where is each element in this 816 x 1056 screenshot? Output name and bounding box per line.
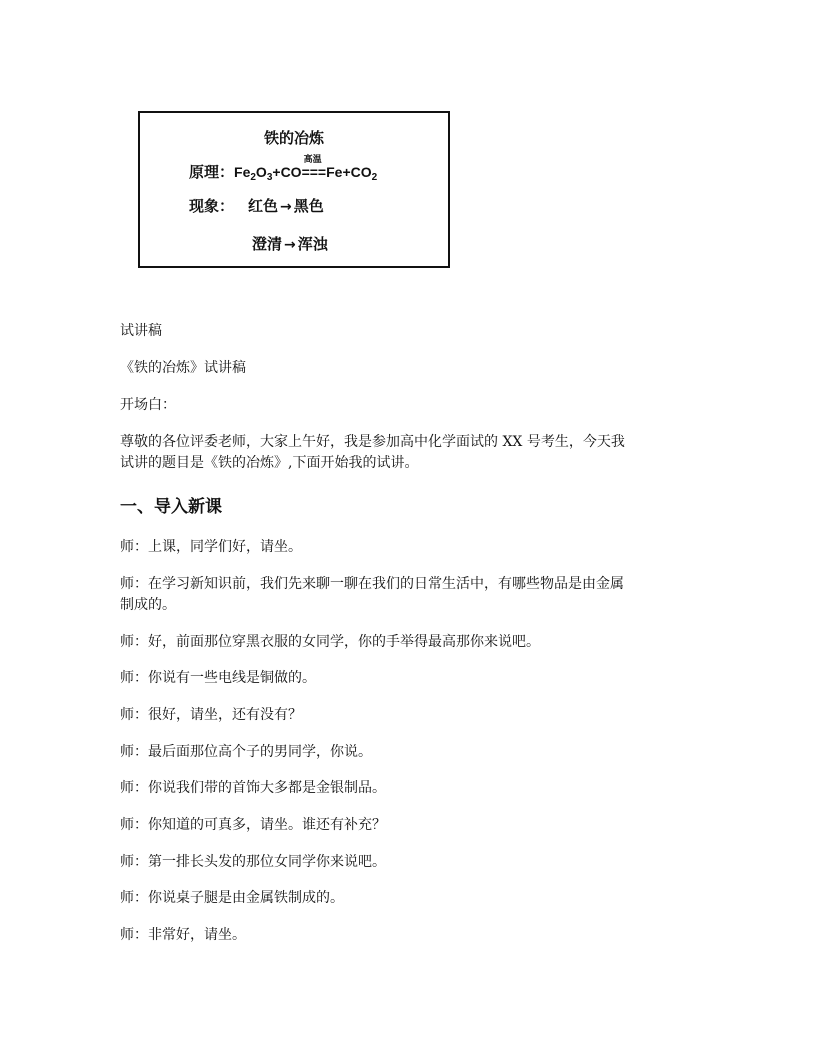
chemical-equation bbox=[234, 154, 378, 183]
phenomenon-row-1 bbox=[189, 195, 324, 216]
dialogue-line: 师：很好，请坐，还有没有？ bbox=[120, 707, 302, 723]
dialogue-line: 师：你说有一些电线是铜做的。 bbox=[120, 670, 316, 686]
doc-title: 《铁的冶炼》试讲稿 bbox=[120, 360, 246, 376]
dialogue-line: 师：最后面那位高个子的男同学，你说。 bbox=[120, 744, 372, 760]
eq-equals: === bbox=[301, 164, 327, 180]
section-heading: 一、导入新课 bbox=[120, 497, 222, 517]
dialogue-line: 师：好，前面那位穿黑衣服的女同学，你的手举得最高那你来说吧。 bbox=[120, 634, 540, 650]
eq-fe: Fe bbox=[234, 164, 251, 180]
principle-row bbox=[189, 154, 378, 183]
dialogue-line: 师：上课，同学们好，请坐。 bbox=[120, 539, 302, 555]
eq-condition bbox=[301, 154, 327, 180]
doc-label: 试讲稿 bbox=[120, 323, 162, 339]
eq-fe-product: Fe bbox=[326, 164, 343, 180]
opening-paragraph bbox=[120, 432, 700, 474]
dialogue-line: 师：第一排长头发的那位女同学你来说吧。 bbox=[120, 854, 386, 870]
phenomenon-row-2 bbox=[252, 233, 328, 254]
dialogue-line: 师：你说桌子腿是由金属铁制成的。 bbox=[120, 890, 344, 906]
phenomenon-to: 浑浊 bbox=[297, 235, 328, 253]
eq-o: O bbox=[255, 164, 267, 180]
board-title: 铁的冶炼 bbox=[263, 129, 324, 147]
opening-line-1: 尊敬的各位评委老师，大家上午好，我是参加高中化学面试的 XX 号考生，今天我 bbox=[120, 434, 625, 450]
phenomenon-from: 红色 bbox=[248, 197, 279, 215]
dialogue-line: 师：在学习新知识前，我们先来聊一聊在我们的日常生活中，有哪些物品是由金属 制成的。 bbox=[120, 576, 624, 613]
eq-sub: 3 bbox=[266, 172, 273, 183]
opening-label: 开场白： bbox=[120, 397, 176, 413]
eq-plus: + bbox=[272, 164, 281, 180]
blackboard-box bbox=[138, 111, 450, 268]
dialogue-line: 师：非常好，请坐。 bbox=[120, 927, 246, 943]
opening-line-2: 试讲的题目是《铁的冶炼》,下面开始我的试讲。 bbox=[120, 455, 419, 471]
arrow-right-icon: → bbox=[280, 199, 292, 215]
dialogue-line: 师：你知道的可真多，请坐。谁还有补充？ bbox=[120, 817, 386, 833]
phenomenon-to: 黑色 bbox=[293, 197, 324, 215]
eq-sub: 2 bbox=[371, 172, 378, 183]
dialogue-line: 师：你说我们带的首饰大多都是金银制品。 bbox=[120, 780, 386, 796]
eq-plus: + bbox=[342, 164, 351, 180]
eq-co: CO bbox=[280, 164, 302, 180]
phenomenon-label: 现象： bbox=[189, 197, 235, 215]
eq-sub: 2 bbox=[250, 172, 256, 183]
eq-co2: CO bbox=[350, 164, 372, 180]
phenomenon-from: 澄清 bbox=[252, 235, 283, 253]
arrow-right-icon: → bbox=[284, 237, 296, 253]
condition-label: 高温 bbox=[303, 154, 322, 164]
principle-label: 原理： bbox=[189, 163, 235, 181]
